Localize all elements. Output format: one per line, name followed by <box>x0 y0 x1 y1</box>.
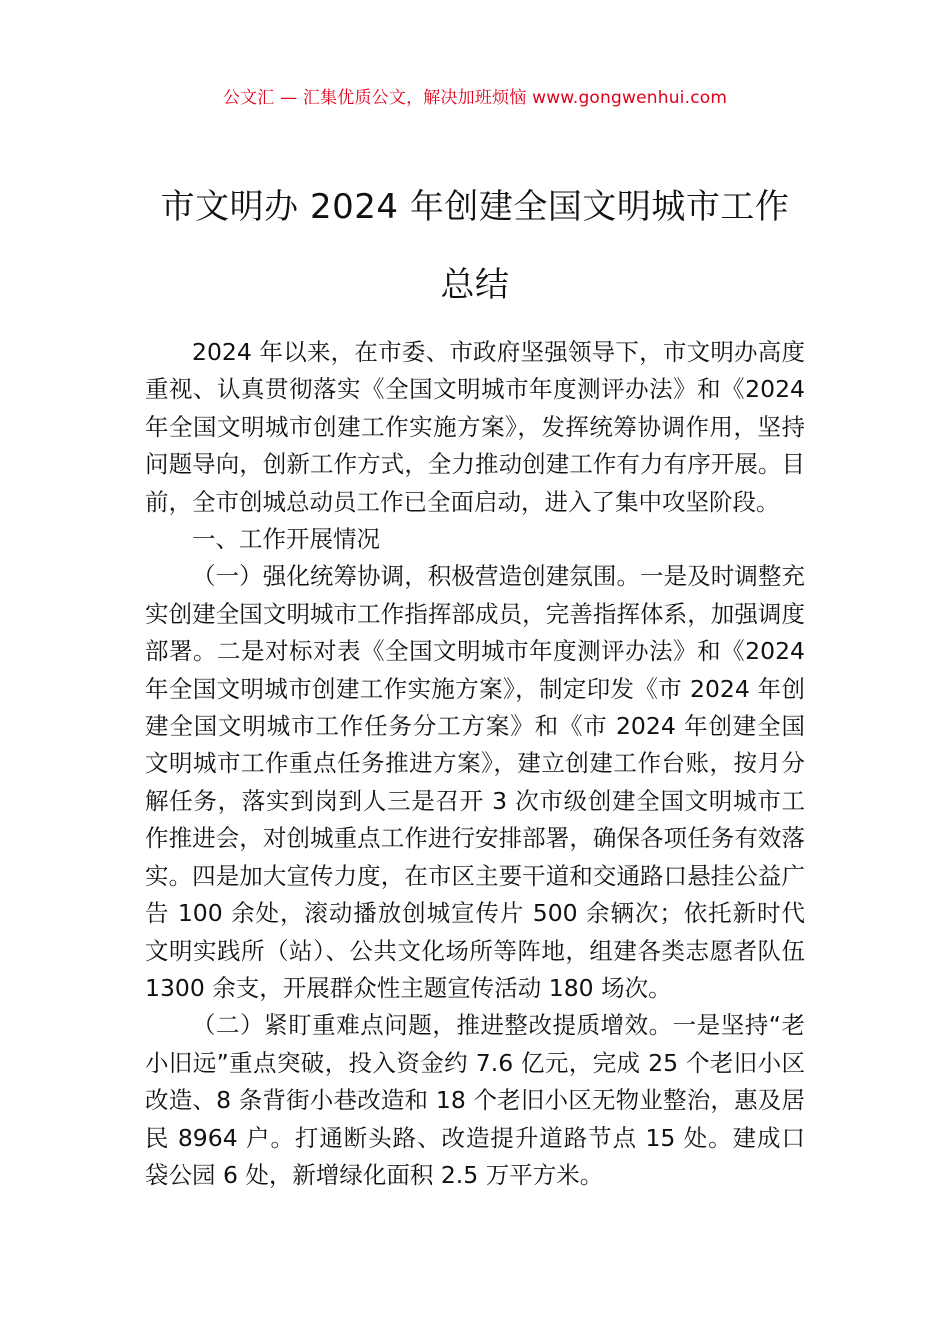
intro-paragraph: 2024 年以来，在市委、市政府坚强领导下，市文明办高度重视、认真贯彻落实《全国文明城市年度测评办法》和《2024 年全国文明城市创建工作实施方案》，发挥统筹协调作用，坚持问题导向，创新工作方式，全力推动创建工作有力有序开展。目前，全市创城总动员工作已全面启动，进入了集中攻坚阶段。 <box>145 338 805 516</box>
document-title: 市文明办 2024 年创建全国文明城市工作总结 <box>160 187 790 305</box>
body-paragraph: （一）强化统筹协调，积极营造创建氛围。一是及时调整充实创建全国文明城市工作指挥部成员，完善指挥体系，加强调度部署。二是对标对表《全国文明城市年度测评办法》和《2024 年全国文明城市创建工作实施方案》，制定印发《市 2024 年创建全国文明城市工作任务分工方案》和《市 2024 年创建全国文明城市工作重点任务推进方案》，建立创建工作台账，按月分解任务，落实到岗到人三是召开 3 次市级创建全国文明城市工作推进会，对创城重点工作进行安排部署，确保各项任务有效落实。四是加大宣传力度，在市区主要干道和交通路口悬挂公益广告 100 余处，滚动播放创城宣传片 500 余辆次；依托新时代文明实践所（站）、公共文化场所等阵地，组建各类志愿者队伍 1300 余支，开展群众性主题宣传活动 180 场次。 <box>145 562 805 1002</box>
watermark-banner: 公文汇 — 汇集优质公文，解决加班烦恼 www.gongwenhui.com <box>222 88 728 108</box>
body-paragraph: （二）紧盯重难点问题，推进整改提质增效。一是坚持“老小旧远”重点突破，投入资金约 7.6 亿元，完成 25 个老旧小区改造、8 条背街小巷改造和 18 个老旧小区无物业整治，惠及居民 8964 户。打通断头路、改造提升道路节点 15 处。建成口袋公园 6 处，新增绿化面积 2.5 万平方米。 <box>145 1011 805 1189</box>
section-heading: 一、工作开展情况 <box>192 525 380 554</box>
document-body <box>145 334 805 1194</box>
